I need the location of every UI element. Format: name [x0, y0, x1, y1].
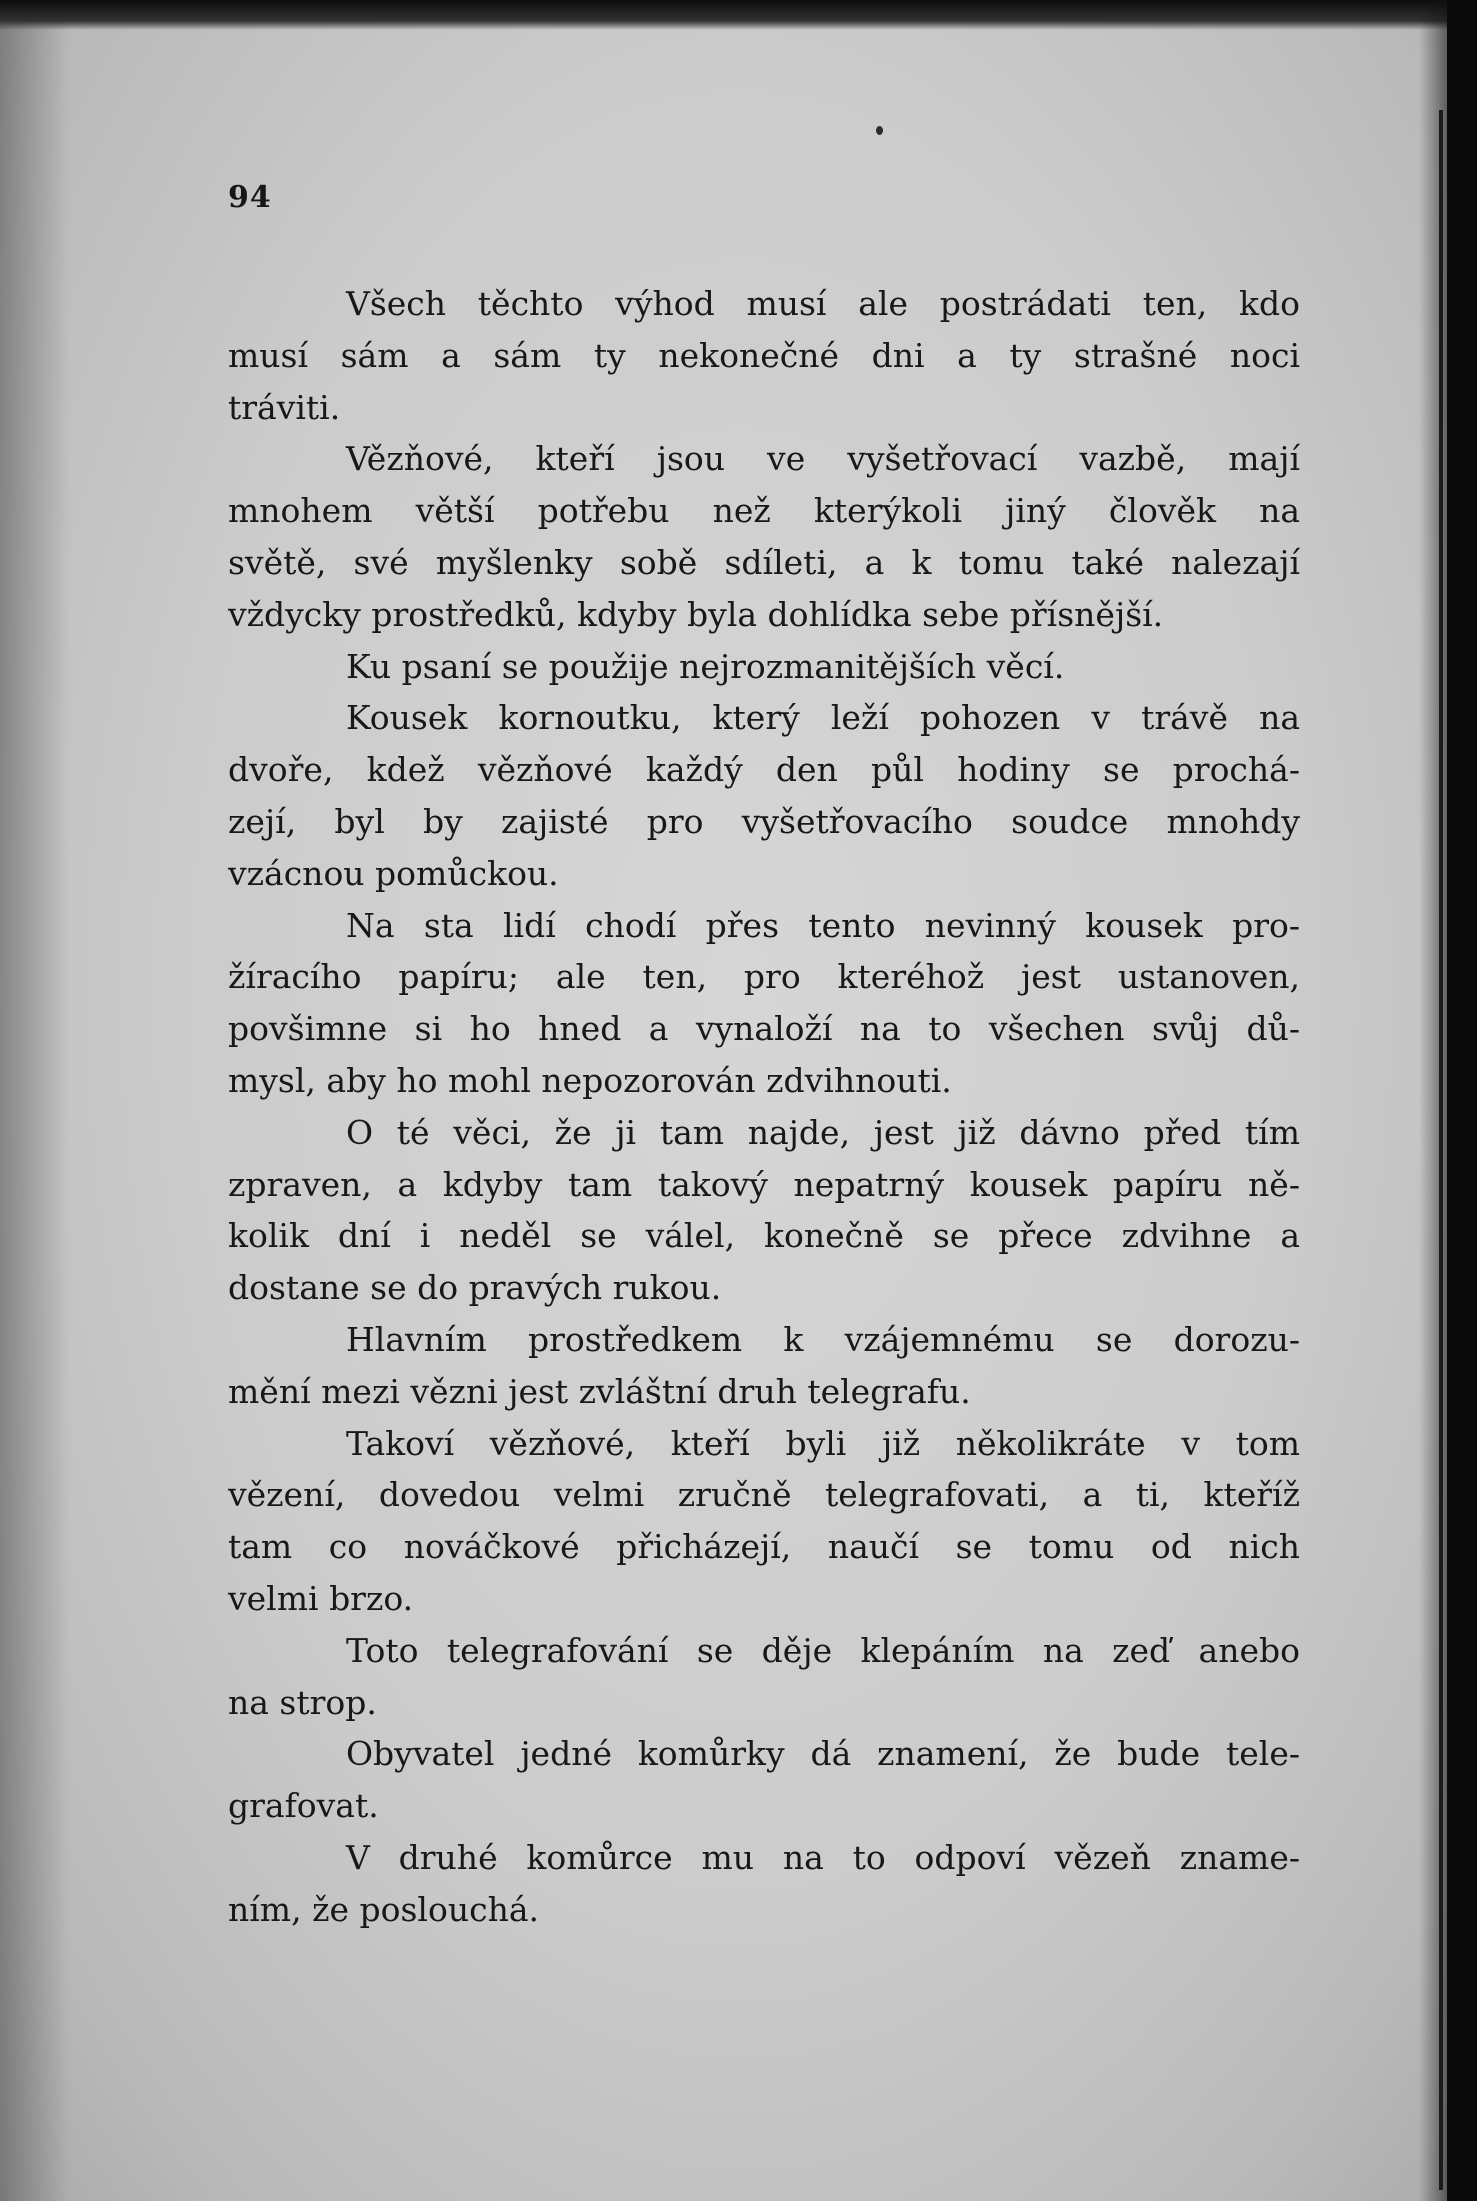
- text-line: mysl, aby ho mohl nepozorován zdvihnouti.: [228, 1060, 952, 1100]
- text-line: O té věci, že ji tam najde, jest již dávno před tím: [346, 1112, 1300, 1152]
- text-line: zejí, byl by zajisté pro vyšetřovacího soudce mnohdy: [228, 801, 1300, 841]
- text-line: Všech těchto výhod musí ale postrádati ten, kdo: [346, 284, 1300, 323]
- body-text: [228, 278, 1300, 1936]
- text-line: Hlavním prostředkem k vzájemnému se dorozu-: [346, 1319, 1300, 1359]
- text-line: kolik dní i neděl se válel, konečně se přece zdvihne a: [228, 1216, 1300, 1256]
- text-line: vzácnou pomůckou.: [228, 853, 559, 893]
- text-line: Ku psaní se použije nejrozmanitějších věcí.: [346, 646, 1065, 686]
- text-line: musí sám a sám ty nekonečné dni a ty strašné noci: [228, 335, 1300, 375]
- text-line: dostane se do pravých rukou.: [228, 1268, 722, 1308]
- text-line: vězení, dovedou velmi zručně telegrafovati, a ti, kteříž: [228, 1475, 1300, 1515]
- text-line: velmi brzo.: [228, 1578, 414, 1618]
- left-edge-shadow: [0, 0, 70, 2201]
- text-line: mění mezi vězni jest zvláštní druh telegrafu.: [228, 1371, 971, 1411]
- text-line: tráviti.: [228, 387, 341, 427]
- right-scan-edge: [1447, 0, 1477, 2201]
- text-line: vždycky prostředků, kdyby byla dohlídka sebe přísnější.: [228, 594, 1164, 634]
- text-line: zpraven, a kdyby tam takový nepatrný kousek papíru ně-: [228, 1164, 1300, 1204]
- text-line: povšimne si ho hned a vynaloží na to všechen svůj dů-: [228, 1009, 1300, 1049]
- top-scan-edge: [0, 0, 1477, 30]
- text-line: žíracího papíru; ale ten, pro kteréhož jest ustanoven,: [228, 957, 1300, 997]
- text-line: mnohem větší potřebu než kterýkoli jiný člověk na: [228, 491, 1300, 531]
- text-line: Vězňové, kteří jsou ve vyšetřovací vazbě, mají: [346, 439, 1300, 479]
- text-line: Toto telegrafování se děje klepáním na zeď anebo: [346, 1630, 1300, 1670]
- text-line: světě, své myšlenky sobě sdíleti, a k tomu také nalezají: [228, 542, 1300, 582]
- text-line: tam co nováčkové přicházejí, naučí se tomu od nich: [228, 1527, 1300, 1567]
- text-line: dvoře, kdež vězňové každý den půl hodiny se prochá-: [228, 750, 1300, 790]
- text-line: grafovat.: [228, 1786, 379, 1826]
- text-line: Takoví vězňové, kteří byli již několikráte v tom: [346, 1423, 1300, 1463]
- page-number: 94: [228, 180, 272, 215]
- text-line: V druhé komůrce mu na to odpoví vězeň zname-: [346, 1837, 1300, 1877]
- text-line: Kousek kornoutku, který leží pohozen v trávě na: [346, 698, 1300, 738]
- text-line: na strop.: [228, 1682, 377, 1722]
- text-line: Na sta lidí chodí přes tento nevinný kousek pro-: [346, 905, 1300, 945]
- ink-speck: [876, 126, 883, 135]
- page-edge-line: [1439, 110, 1443, 2190]
- text-line: ním, že poslouchá.: [228, 1889, 539, 1929]
- text-line: Obyvatel jedné komůrky dá znamení, že bude tele-: [346, 1734, 1300, 1774]
